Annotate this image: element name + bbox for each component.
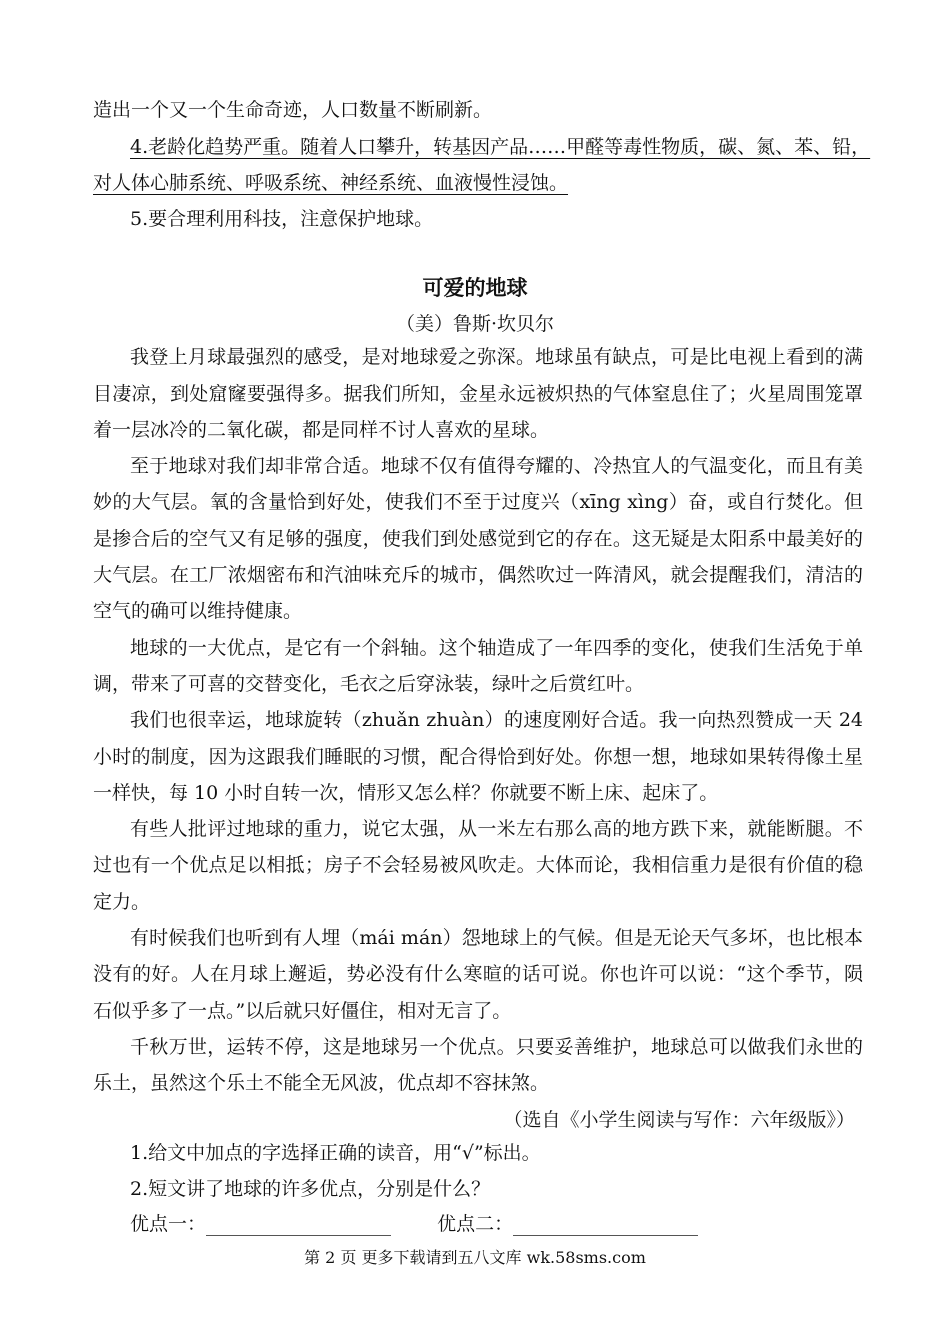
question-2: 2.短文讲了地球的许多优点，分别是什么？ [130, 1178, 491, 1200]
underlined-text-line: 4.老龄化趋势严重。随着人口攀升，转基因产品……甲醛等毒性物质，碳、氮、苯、铅， [130, 136, 871, 158]
answer-1-blank[interactable] [206, 1217, 391, 1236]
article-line: 地球的一大优点，是它有一个斜轴。这个轴造成了一年四季的变化，使我们生活免于单 [130, 637, 863, 659]
question-1: 1.给文中加点的字选择正确的读音，用“√”标出。 [130, 1142, 541, 1164]
article-author: （美）鲁斯·坎贝尔 [395, 313, 555, 335]
article-line: 大气层。在工厂浓烟密布和汽油味充斥的城市，偶然吹过一阵清风，就会提醒我们，清洁的 [93, 564, 863, 586]
article-line: 有些人批评过地球的重力，说它太强，从一米左右那么高的地方跌下来，就能断腿。不 [130, 818, 863, 840]
article-line: 妙的大气层。氧的含量恰到好处，使我们不至于过度兴（xīng xìng）奋，或自行焚化。但 [93, 491, 863, 513]
article-line: 我们也很幸运，地球旋转（zhuǎn zhuàn）的速度刚好合适。我一向热烈赞成一天 24 [130, 709, 863, 731]
article-source: （选自《小学生阅读与写作：六年级版》） [503, 1109, 855, 1131]
article-line: 石似乎多了一点。”以后就只好僵住，相对无言了。 [93, 1000, 512, 1022]
answer-1-label: 优点一： [130, 1213, 207, 1235]
article-line: 是掺合后的空气又有足够的强度，使我们到处感觉到它的存在。这无疑是太阳系中最美好的 [93, 528, 863, 550]
article-line: 有时候我们也听到有人埋（mái mán）怨地球上的气候。但是无论天气多坏，也比根本 [130, 927, 863, 949]
answer-row [130, 1212, 863, 1236]
underlined-text-line: 对人体心肺系统、呼吸系统、神经系统、血液慢性浸蚀。 [93, 172, 569, 194]
article-line: 调，带来了可喜的交替变化，毛衣之后穿泳装，绿叶之后赏红叶。 [93, 673, 645, 695]
page-footer: 第 2 页 更多下载请到五八文库 wk.58sms.com [304, 1248, 646, 1267]
article-line: 着一层冰冷的二氧化碳，都是同样不讨人喜欢的星球。 [93, 419, 550, 441]
article-line: 定力。 [93, 891, 151, 913]
article-line: 我登上月球最强烈的感受，是对地球爱之弥深。地球虽有缺点，可是比电视上看到的满 [130, 346, 863, 368]
article-line: 没有的好。人在月球上邂逅，势必没有什么寒暄的话可说。你也许可以说：“这个季节，陨 [93, 963, 863, 985]
text-line: 造出一个又一个生命奇迹，人口数量不断刷新。 [93, 99, 493, 121]
article-line: 小时的制度，因为这跟我们睡眠的习惯，配合得恰到好处。你想一想，地球如果转得像土星 [93, 746, 863, 768]
answer-2-label: 优点二： [437, 1213, 514, 1235]
article-title: 可爱的地球 [422, 276, 528, 300]
text-line: 5.要合理利用科技，注意保护地球。 [130, 208, 434, 230]
article-line: 至于地球对我们却非常合适。地球不仅有值得夸耀的、冷热宜人的气温变化，而且有美 [130, 455, 863, 477]
answer-2-blank[interactable] [513, 1217, 698, 1236]
article-line: 一样快，每 10 小时自转一次，情形又怎么样？你就要不断上床、起床了。 [93, 782, 719, 804]
article-line: 乐土，虽然这个乐土不能全无风波，优点却不容抹煞。 [93, 1072, 550, 1094]
article-line: 空气的确可以维持健康。 [93, 600, 303, 622]
article-line: 千秋万世，运转不停，这是地球另一个优点。只要妥善维护，地球总可以做我们永世的 [130, 1036, 863, 1058]
article-line: 过也有一个优点足以相抵；房子不会轻易被风吹走。大体而论，我相信重力是很有价值的稳 [93, 854, 863, 876]
article-line: 目凄凉，到处窟窿要强得多。据我们所知，金星永远被炽热的气体窒息住了；火星周围笼罩 [93, 383, 863, 405]
